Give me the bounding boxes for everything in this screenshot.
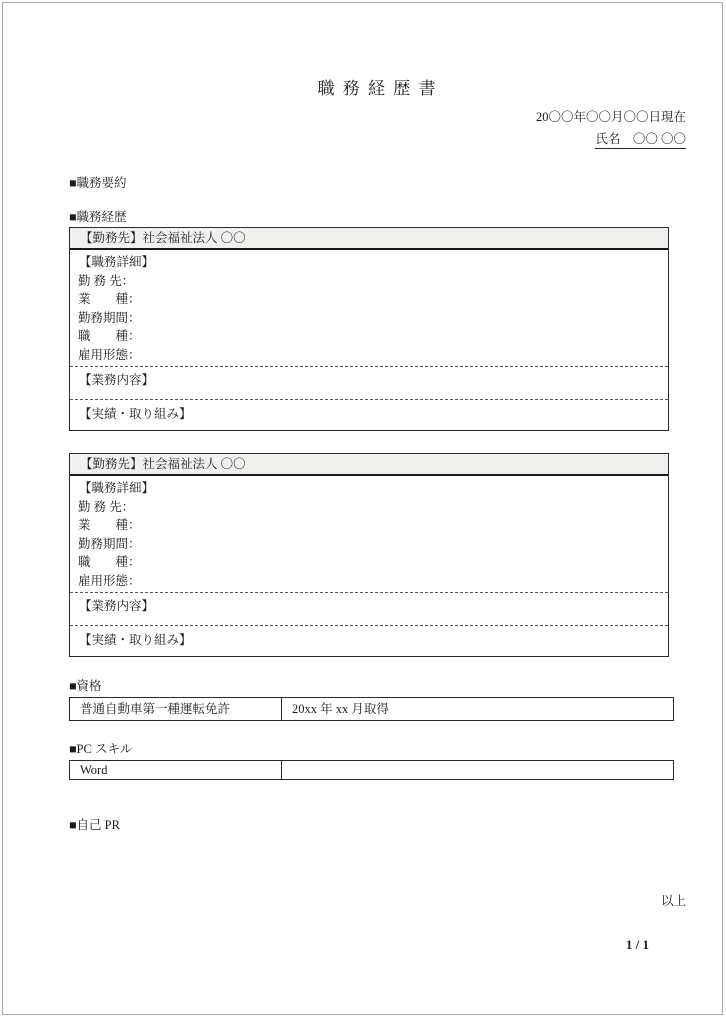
work-history-box-1 <box>69 227 669 431</box>
achievements-section: 【実績・取り組み】 <box>79 633 192 647</box>
qualifications-table <box>69 697 674 721</box>
current-date: 20〇〇年〇〇月〇〇日現在 <box>535 110 686 124</box>
achievements-section: 【実績・取り組み】 <box>79 407 192 421</box>
field-work-period: 勤務期間： <box>78 536 141 551</box>
field-industry: 業 種： <box>78 518 141 532</box>
employer-header <box>70 228 668 250</box>
closing-ijou: 以上 <box>660 894 686 908</box>
work-history-box-2 <box>69 453 669 657</box>
heading-self-pr: ■自己 PR <box>69 818 120 832</box>
heading-pc-skills: ■PC スキル <box>69 742 133 756</box>
field-workplace: 勤 務 先： <box>78 273 135 288</box>
document-title: 職 務 経 歴 書 <box>317 79 438 98</box>
applicant-name: 氏名 〇〇 〇〇 <box>595 131 686 149</box>
employer-header <box>70 454 668 476</box>
field-employment-type: 雇用形態： <box>78 573 141 588</box>
heading-work-history: ■職務経歴 <box>69 210 127 224</box>
field-job-type: 職 種： <box>78 555 141 569</box>
job-detail-section <box>70 476 668 592</box>
heading-job-summary: ■職務要約 <box>69 176 127 190</box>
page-content <box>3 77 722 954</box>
name-line <box>69 131 686 149</box>
page-number: 1 / 1 <box>625 937 649 952</box>
field-employment-type: 雇用形態： <box>78 347 141 362</box>
qualification-name: 普通自動車第一種運転免許 <box>70 698 282 720</box>
field-work-period: 勤務期間： <box>78 310 141 325</box>
pc-skill-name: Word <box>70 761 282 779</box>
heading-qualifications: ■資格 <box>69 679 102 693</box>
field-job-type: 職 種： <box>78 329 141 343</box>
employer-name: 【勤務先】社会福祉法人 〇〇 <box>80 231 246 245</box>
field-industry: 業 種： <box>78 292 141 306</box>
field-workplace: 勤 務 先： <box>78 499 135 514</box>
qualification-date: 20xx 年 xx 月取得 <box>292 702 389 716</box>
detail-heading: 【職務詳細】 <box>79 481 155 495</box>
detail-heading: 【職務詳細】 <box>79 255 155 269</box>
pc-skills-table <box>69 760 674 780</box>
pc-skill-detail <box>282 761 673 779</box>
job-detail-section <box>70 250 668 366</box>
duties-section: 【業務内容】 <box>79 373 155 387</box>
duties-section: 【業務内容】 <box>79 599 155 613</box>
resume-page <box>2 2 723 1015</box>
employer-name: 【勤務先】社会福祉法人 〇〇 <box>80 457 246 471</box>
